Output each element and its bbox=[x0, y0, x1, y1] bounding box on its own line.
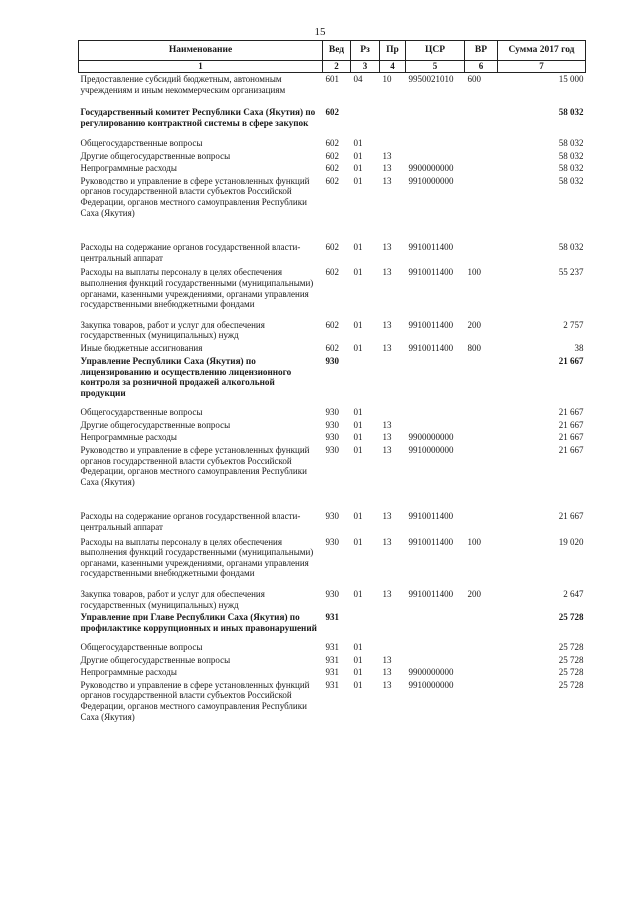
row-sum: 58 032 bbox=[558, 150, 584, 161]
row-ved: 930 bbox=[325, 589, 339, 600]
row-rz bbox=[351, 96, 380, 130]
table-row bbox=[79, 419, 586, 432]
table-header bbox=[79, 41, 586, 73]
row-csr bbox=[406, 654, 465, 667]
row-vr bbox=[465, 488, 498, 533]
row-rz: 01 bbox=[353, 150, 363, 161]
row-ved: 601 bbox=[325, 74, 339, 84]
row-ved: 931 bbox=[325, 654, 339, 665]
row-sum: 2 647 bbox=[563, 589, 584, 600]
row-ved: 931 bbox=[325, 679, 339, 690]
row-ved: 930 bbox=[325, 536, 339, 547]
row-ved: 931 bbox=[325, 641, 339, 652]
table-row bbox=[79, 580, 586, 611]
table-row bbox=[79, 431, 586, 444]
row-pr: 13 bbox=[382, 511, 392, 522]
table-row bbox=[79, 679, 586, 723]
row-rz: 01 bbox=[353, 267, 363, 278]
row-pr bbox=[380, 611, 406, 635]
row-csr bbox=[406, 355, 465, 400]
row-vr bbox=[465, 130, 498, 150]
table-row bbox=[79, 534, 586, 580]
row-sum: 15 000 bbox=[558, 74, 584, 84]
row-pr: 13 bbox=[382, 444, 392, 455]
table-row bbox=[79, 488, 586, 533]
table-row bbox=[79, 444, 586, 488]
row-name: Государственный комитет Республики Саха (Якутия) по регулированию контрактной системы в сфере закупок bbox=[80, 107, 316, 129]
row-name: Расходы на содержание органов государственной власти- центральный аппарат bbox=[80, 511, 301, 532]
row-ved: 930 bbox=[325, 407, 339, 418]
row-sum: 25 728 bbox=[558, 612, 584, 623]
table-row bbox=[79, 130, 586, 150]
row-sum: 21 667 bbox=[558, 432, 584, 443]
row-sum: 25 728 bbox=[558, 667, 584, 678]
row-ved: 602 bbox=[325, 242, 339, 253]
row-rz: 01 bbox=[353, 589, 363, 600]
row-pr: 13 bbox=[382, 163, 392, 174]
row-vr bbox=[465, 162, 498, 175]
row-csr bbox=[406, 400, 465, 419]
row-pr bbox=[380, 355, 406, 400]
row-name: Закупка товаров, работ и услуг для обеспечения государственных (муниципальных) нужд bbox=[80, 589, 265, 610]
row-pr: 13 bbox=[382, 419, 392, 430]
row-rz bbox=[351, 611, 380, 635]
row-name: Руководство и управление в сфере установленных функций органов государственной власти субъектов Российской Федерации, органов местного самоуправления Республики Саха (Якутия) bbox=[80, 444, 310, 487]
row-vr: 200 bbox=[467, 319, 481, 330]
row-rz: 04 bbox=[353, 74, 363, 84]
row-vr bbox=[465, 355, 498, 400]
row-vr bbox=[465, 654, 498, 667]
row-pr: 13 bbox=[382, 654, 392, 665]
row-vr bbox=[465, 419, 498, 432]
row-rz bbox=[351, 355, 380, 400]
row-csr: 9900000000 bbox=[408, 667, 454, 678]
row-ved: 930 bbox=[325, 355, 339, 366]
row-csr: 9900000000 bbox=[408, 163, 454, 174]
row-vr: 800 bbox=[467, 343, 481, 354]
row-ved: 931 bbox=[325, 612, 339, 623]
row-rz: 01 bbox=[353, 163, 363, 174]
row-name: Управление Республики Саха (Якутия) по лицензированию и осуществлению лицензионного контроля за розничной продажей алкогольной продукции bbox=[80, 355, 292, 399]
row-csr bbox=[406, 635, 465, 654]
row-vr bbox=[465, 635, 498, 654]
row-pr bbox=[380, 635, 406, 654]
row-ved: 602 bbox=[325, 163, 339, 174]
row-pr: 13 bbox=[382, 589, 392, 600]
row-pr: 13 bbox=[382, 343, 392, 354]
row-name: Другие общегосударственные вопросы bbox=[80, 150, 231, 161]
row-vr: 100 bbox=[467, 536, 481, 547]
table-row bbox=[79, 162, 586, 175]
row-ved: 930 bbox=[325, 444, 339, 455]
table-row bbox=[79, 666, 586, 679]
row-sum: 58 032 bbox=[558, 163, 584, 174]
row-sum: 25 728 bbox=[558, 654, 584, 665]
row-name: Другие общегосударственные вопросы bbox=[80, 654, 231, 665]
row-rz: 01 bbox=[353, 536, 363, 547]
row-name: Руководство и управление в сфере установленных функций органов государственной власти субъектов Российской Федерации, органов местного самоуправления Республики Саха (Якутия) bbox=[80, 679, 310, 722]
row-pr: 13 bbox=[382, 679, 392, 690]
row-name: Общегосударственные вопросы bbox=[80, 641, 203, 652]
row-vr bbox=[465, 611, 498, 635]
row-sum: 21 667 bbox=[558, 407, 584, 418]
header-name: Наименование bbox=[79, 41, 323, 61]
row-rz: 01 bbox=[353, 175, 363, 186]
table-row-agency bbox=[79, 355, 586, 400]
row-vr bbox=[465, 150, 498, 163]
row-sum: 21 667 bbox=[558, 355, 584, 366]
row-ved: 930 bbox=[325, 511, 339, 522]
row-sum: 58 032 bbox=[558, 107, 584, 118]
row-ved: 602 bbox=[325, 319, 339, 330]
row-sum: 21 667 bbox=[558, 419, 584, 430]
row-csr: 9910011400 bbox=[408, 319, 454, 330]
header-vr: ВР bbox=[465, 41, 498, 61]
row-csr bbox=[406, 611, 465, 635]
row-pr: 13 bbox=[382, 432, 392, 443]
row-pr: 13 bbox=[382, 267, 392, 278]
row-vr bbox=[465, 400, 498, 419]
row-vr bbox=[465, 679, 498, 723]
row-name: Расходы на выплаты персоналу в целях обеспечения выполнения функций государственными (муниципальными) органами, казенными учреждениями, органами управления государственными внебюджетными фондами bbox=[80, 267, 314, 310]
row-name: Расходы на содержание органов государственной власти- центральный аппарат bbox=[80, 242, 301, 263]
row-rz: 01 bbox=[353, 667, 363, 678]
row-rz: 01 bbox=[353, 407, 363, 418]
row-csr: 9910011400 bbox=[408, 589, 454, 600]
header-ved: Вед bbox=[323, 41, 351, 61]
row-rz: 01 bbox=[353, 641, 363, 652]
row-csr bbox=[406, 419, 465, 432]
table-row-agency bbox=[79, 96, 586, 130]
row-name: Предоставление субсидий бюджетным, автономным учреждениям и иным некоммерческим организациям bbox=[80, 74, 286, 95]
row-sum: 58 032 bbox=[558, 242, 584, 253]
row-csr bbox=[406, 150, 465, 163]
row-vr bbox=[465, 431, 498, 444]
row-csr: 9910011400 bbox=[408, 242, 454, 253]
row-csr: 9910011400 bbox=[408, 267, 454, 278]
table-row bbox=[79, 635, 586, 654]
row-sum: 58 032 bbox=[558, 175, 584, 186]
row-pr: 10 bbox=[382, 74, 392, 84]
row-csr: 9910000000 bbox=[408, 444, 454, 455]
row-csr: 9900000000 bbox=[408, 432, 454, 443]
row-name: Управление при Главе Республики Саха (Якутия) по профилактике коррупционных и иных правонарушений bbox=[80, 612, 317, 634]
row-sum: 25 728 bbox=[558, 679, 584, 690]
row-sum: 55 237 bbox=[558, 267, 584, 278]
header-csr: ЦСР bbox=[406, 41, 465, 61]
column-number: 1 bbox=[79, 61, 323, 73]
row-rz: 01 bbox=[353, 444, 363, 455]
row-name: Руководство и управление в сфере установленных функций органов государственной власти субъектов Российской Федерации, органов местного самоуправления Республики Саха (Якутия) bbox=[80, 175, 310, 218]
row-pr: 13 bbox=[382, 667, 392, 678]
row-sum: 38 bbox=[574, 343, 584, 354]
table-row bbox=[79, 150, 586, 163]
row-csr bbox=[406, 130, 465, 150]
table-row-agency bbox=[79, 611, 586, 635]
row-vr bbox=[465, 175, 498, 219]
table-row bbox=[79, 342, 586, 355]
row-csr: 9950021010 bbox=[408, 74, 454, 84]
row-pr bbox=[380, 96, 406, 130]
row-rz: 01 bbox=[353, 511, 363, 522]
row-pr bbox=[380, 130, 406, 150]
row-ved: 930 bbox=[325, 432, 339, 443]
row-pr: 13 bbox=[382, 242, 392, 253]
row-csr: 9910000000 bbox=[408, 175, 454, 186]
row-ved: 602 bbox=[325, 150, 339, 161]
row-rz: 01 bbox=[353, 654, 363, 665]
table-row bbox=[79, 175, 586, 219]
row-vr bbox=[465, 219, 498, 264]
row-ved: 602 bbox=[325, 343, 339, 354]
row-name: Непрограммные расходы bbox=[80, 163, 177, 174]
table-row bbox=[79, 400, 586, 419]
page-number: 15 bbox=[314, 26, 326, 38]
row-sum: 19 020 bbox=[558, 536, 584, 547]
row-sum: 21 667 bbox=[558, 511, 584, 522]
row-ved: 930 bbox=[325, 419, 339, 430]
column-number: 3 bbox=[351, 61, 380, 73]
row-sum: 25 728 bbox=[558, 641, 584, 652]
row-vr bbox=[465, 666, 498, 679]
column-number: 6 bbox=[465, 61, 498, 73]
row-ved: 931 bbox=[325, 667, 339, 678]
row-vr bbox=[465, 444, 498, 488]
table-body bbox=[79, 73, 586, 724]
column-number: 5 bbox=[406, 61, 465, 73]
row-rz: 01 bbox=[353, 419, 363, 430]
table-row bbox=[79, 219, 586, 264]
row-name: Иные бюджетные ассигнования bbox=[80, 343, 203, 354]
row-csr: 9910000000 bbox=[408, 679, 454, 690]
row-rz: 01 bbox=[353, 242, 363, 253]
row-csr: 9910011400 bbox=[408, 536, 454, 547]
row-name: Непрограммные расходы bbox=[80, 432, 177, 443]
row-pr: 13 bbox=[382, 175, 392, 186]
row-rz: 01 bbox=[353, 432, 363, 443]
row-vr bbox=[465, 96, 498, 130]
row-ved: 602 bbox=[325, 137, 339, 148]
column-number: 7 bbox=[498, 61, 586, 73]
table-row bbox=[79, 73, 586, 97]
row-csr: 9910011400 bbox=[408, 511, 454, 522]
table-row bbox=[79, 311, 586, 342]
row-vr: 100 bbox=[467, 267, 481, 278]
row-vr: 200 bbox=[467, 589, 481, 600]
row-name: Закупка товаров, работ и услуг для обеспечения государственных (муниципальных) нужд bbox=[80, 319, 265, 341]
row-name: Другие общегосударственные вопросы bbox=[80, 419, 231, 430]
row-ved: 602 bbox=[325, 175, 339, 186]
row-csr bbox=[406, 96, 465, 130]
table-row bbox=[79, 264, 586, 310]
row-csr: 9910011400 bbox=[408, 343, 454, 354]
row-pr: 13 bbox=[382, 536, 392, 547]
column-number: 2 bbox=[323, 61, 351, 73]
row-sum: 2 757 bbox=[563, 319, 584, 330]
header-sum: Сумма 2017 год bbox=[498, 41, 586, 61]
row-rz: 01 bbox=[353, 319, 363, 330]
row-pr bbox=[380, 400, 406, 419]
header-rz: Рз bbox=[351, 41, 380, 61]
row-pr: 13 bbox=[382, 319, 392, 330]
row-ved: 602 bbox=[325, 107, 339, 118]
row-sum: 21 667 bbox=[558, 444, 584, 455]
row-name: Общегосударственные вопросы bbox=[80, 137, 203, 148]
header-pr: Пр bbox=[380, 41, 406, 61]
budget-table bbox=[78, 40, 586, 723]
row-sum: 58 032 bbox=[558, 137, 584, 148]
row-pr: 13 bbox=[382, 150, 392, 161]
row-rz: 01 bbox=[353, 679, 363, 690]
row-name: Непрограммные расходы bbox=[80, 667, 177, 678]
row-name: Общегосударственные вопросы bbox=[80, 407, 203, 418]
row-rz: 01 bbox=[353, 343, 363, 354]
row-rz: 01 bbox=[353, 137, 363, 148]
row-name: Расходы на выплаты персоналу в целях обеспечения выполнения функций государственными (муниципальными) органами, казенными учреждениями, органами управления государственными внебюджетными фондами bbox=[80, 536, 314, 579]
column-number: 4 bbox=[380, 61, 406, 73]
row-ved: 602 bbox=[325, 267, 339, 278]
row-vr: 600 bbox=[467, 74, 481, 84]
table-row bbox=[79, 654, 586, 667]
